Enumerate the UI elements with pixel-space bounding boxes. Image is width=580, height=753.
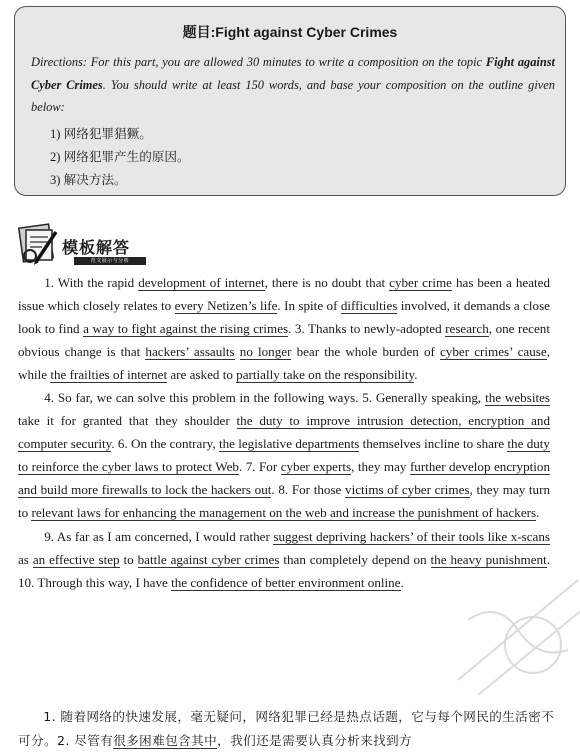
- key-phrase: the frailties of internet: [50, 367, 168, 383]
- section-title: 模板解答: [62, 238, 131, 257]
- outline-item: 1) 网络犯罪猖獗。: [50, 127, 152, 141]
- section-subtitle: 范文展示与分析: [74, 257, 146, 265]
- key-phrase: cyber experts: [280, 459, 352, 475]
- essay-paragraph-1: 1. With the rapid development of internet, there is no doubt that cyber crime has been a heated issue which closely relates to every Netizen’s life. In spite of difficulties involved, it demands a close look to find a way to fight against the rising crimes. 3. Thanks to newly-adopted research, one recent obvious change is that hackers’ assaults no longer bear the whole burden of cyber crimes’ cause, while the frailties of internet are asked to partially take on the responsibility.: [18, 275, 550, 383]
- key-phrase: hackers’ assaults: [145, 344, 235, 360]
- outline-list: [50, 123, 190, 192]
- model-essay: [18, 271, 550, 594]
- chinese-translation: 1. 随着网络的快速发展，毫无疑问，网络犯罪已经是热点话题，它与每个网民的生活密不可分。2. 尽管有很多困难包含其中，我们还是需要认真分析来找到方: [18, 709, 555, 748]
- key-phrase: suggest depriving hackers’ of their tools like x-scans: [273, 528, 550, 544]
- key-phrase: further develop encryption and build more firewalls to lock the hackers out: [18, 459, 550, 498]
- directions-part-2: . You should write at least 150 words, and base your composition on the outline given below:: [31, 77, 555, 114]
- outline-item: 2) 网络犯罪产生的原因。: [50, 150, 190, 164]
- key-phrase: every Netizen’s life: [174, 298, 278, 314]
- key-phrase: partially take on the responsibility: [236, 367, 415, 383]
- directions-topic: Fight against Cyber Crimes: [31, 55, 556, 92]
- key-phrase: the legislative departments: [218, 436, 360, 452]
- task-box: [14, 6, 566, 196]
- key-phrase: research: [445, 321, 489, 337]
- key-phrase: an effective step: [32, 551, 120, 567]
- key-phrase: difficulties: [340, 298, 398, 314]
- directions-part-1: Directions: For this part, you are allowed 30 minutes to write a composition on the topic: [31, 55, 486, 69]
- key-phrase: battle against cyber crimes: [137, 551, 280, 567]
- essay-paragraph-3: 9. As far as I am concerned, I would rather suggest depriving hackers’ of their tools like x-scans as an effective step to battle against cyber crimes than completely depend on the heavy punishment. 10. Through this way, I have the confidence of better environment online.: [18, 528, 550, 590]
- key-phrase: development of internet: [138, 275, 265, 290]
- key-phrase: victims of cyber crimes: [345, 482, 470, 498]
- task-title: 题目:Fight against Cyber Crimes: [182, 24, 398, 40]
- directions-text: [31, 51, 555, 119]
- key-phrase: cyber crimes’ cause: [440, 344, 547, 360]
- key-phrase: no longer: [239, 344, 292, 360]
- key-phrase: the duty to reinforce the cyber laws to protect Web: [18, 436, 550, 475]
- key-phrase: cyber crime: [389, 275, 452, 290]
- key-phrase: 很多困难包含其中: [113, 733, 218, 748]
- key-phrase: the websites: [485, 390, 551, 406]
- outline-item: 3) 解决方法。: [50, 173, 127, 187]
- essay-paragraph-2: 4. So far, we can solve this problem in the following ways. 5. Generally speaking, the websites take it for granted that they shoulder the duty to improve intrusion detection, encryption and computer security. 6. On the contrary, the legislative departments themselves incline to share the duty to reinforce the cyber laws to protect Web. 7. For cyber experts, they may further develop encryption and build more firewalls to lock the hackers out. 8. For those victims of cyber crimes, they may turn to relevant laws for enhancing the management on the web and increase the punishment of hackers.: [18, 390, 551, 521]
- key-phrase: the duty to improve intrusion detection, encryption and computer security: [18, 413, 550, 452]
- key-phrase: a way to fight against the rising crimes: [83, 321, 289, 337]
- key-phrase: the confidence of better environment online: [171, 574, 401, 590]
- template-answer-icon: [18, 222, 64, 268]
- key-phrase: relevant laws for enhancing the management on the web and increase the punishment of hackers: [31, 505, 537, 521]
- key-phrase: the heavy punishment: [430, 551, 547, 567]
